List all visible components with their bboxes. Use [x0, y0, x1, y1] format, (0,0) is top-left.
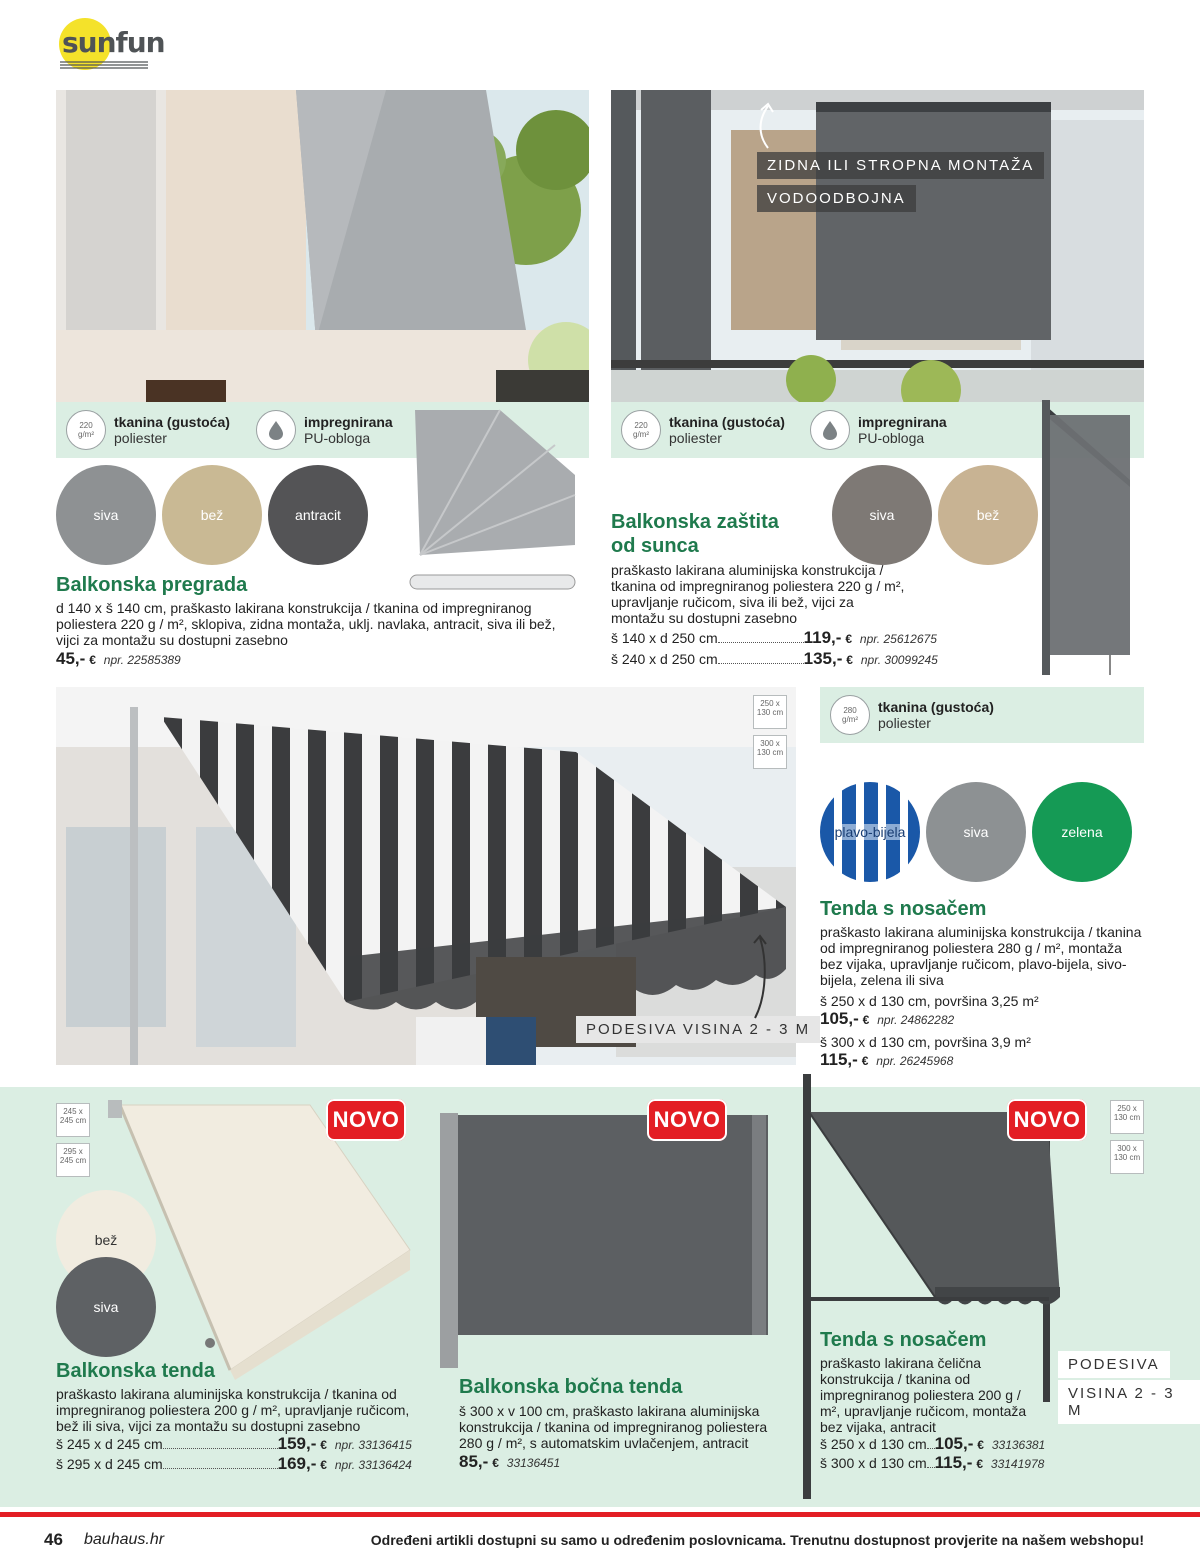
product-title-pregrada: Balkonska pregrada [56, 574, 248, 596]
feature-fabric-value: poliester [878, 715, 931, 731]
footer-availability-note: Određeni artikli dostupni su samo u određenim poslovnicama. Trenutnu dostupnost provjerite na našem webshopu! [370, 1532, 1144, 1548]
price-line-pregrada [56, 650, 181, 669]
currency: € [976, 1457, 984, 1471]
feature-impregnated-title: impregnirana [858, 414, 947, 430]
price-line-balkonska-tenda-1 [56, 1435, 412, 1454]
sunfun-logo [56, 16, 165, 74]
water-drop-icon [256, 410, 296, 450]
partition-product-image [405, 405, 585, 595]
feature-impregnated [810, 410, 947, 450]
size-line-tenda1-2: š 300 x d 130 cm, površina 3,9 m² [820, 1034, 1031, 1050]
swatch-antracit[interactable]: antracit [268, 465, 368, 565]
size: š 295 x d 245 cm [56, 1456, 163, 1472]
swatch-siva[interactable]: siva [926, 782, 1026, 882]
price: 115,- [934, 1453, 973, 1472]
currency: € [320, 1458, 327, 1472]
currency: € [977, 1438, 984, 1452]
price: 85,- [459, 1452, 489, 1471]
article-number: 33141978 [990, 1457, 1045, 1471]
price-line-zastita-2 [611, 650, 938, 669]
price: 169,- [277, 1454, 317, 1473]
feature-impregnated-title: impregnirana [304, 414, 393, 430]
product-title-tenda1: Tenda s nosačem [820, 898, 987, 920]
currency: € [845, 632, 853, 646]
title-line1: Balkonska zaštita [611, 511, 779, 533]
product-title-bocna-tenda: Balkonska bočna tenda [459, 1376, 683, 1398]
feature-fabric-title: tkanina (gustoća) [669, 414, 785, 430]
swatch-bez[interactable]: bež [938, 465, 1038, 565]
feature-fabric [66, 410, 230, 450]
price: 135,- [803, 649, 843, 668]
feature-fabric [621, 410, 785, 450]
tag-wall-ceiling-mount: ZIDNA ILI STROPNA MONTAŽA [757, 152, 1044, 179]
footer-red-rule [0, 1512, 1200, 1517]
article-number: 33136381 [991, 1438, 1046, 1452]
side-awning-product-image [432, 1105, 772, 1370]
feature-impregnated [256, 410, 393, 450]
price: 115,- [820, 1050, 858, 1069]
currency: € [846, 653, 853, 667]
product-title-tenda2: Tenda s nosačem [820, 1329, 987, 1351]
swatch-bez[interactable]: bež [56, 1190, 156, 1290]
swatch-zelena[interactable]: zelena [1032, 782, 1132, 882]
product-desc-zastita: praškasto lakirana aluminijska konstrukcija / tkanina od impregniranog poliestera 220 g / m², upravljanje ručicom, siva ili bež, vijci za montažu su dostupni zasebno [611, 562, 905, 626]
swatch-siva[interactable]: siva [56, 465, 156, 565]
article-number: npr. 26245968 [876, 1054, 954, 1068]
article-number: npr. 33136415 [334, 1438, 412, 1452]
size: š 140 x d 250 cm [611, 630, 718, 646]
article-number: npr. 33136424 [334, 1458, 412, 1472]
sunscreen-product-image [1030, 395, 1135, 680]
fabric-density-icon: 220 g/m² [621, 410, 661, 450]
tag-adjustable-height: PODESIVA VISINA 2 - 3 M [576, 1016, 820, 1043]
feature-fabric-title: tkanina (gustoća) [878, 699, 994, 715]
tag-adjustable-height-line1: PODESIVA [1058, 1351, 1170, 1378]
price-line-balkonska-tenda-2 [56, 1455, 412, 1474]
swatch-siva[interactable]: siva [832, 465, 932, 565]
product-desc-bocna-tenda: š 300 x v 100 cm, praškasto lakirana aluminijska konstrukcija / tkanina od impregniranog poliestera 280 g / m², s automatskim uvlačenjem, antracit [459, 1403, 768, 1451]
feature-fabric-value: poliester [669, 430, 722, 446]
article-number: npr. 24862282 [877, 1013, 955, 1027]
size: š 240 x d 250 cm [611, 651, 718, 667]
photo-striped-awning [56, 687, 796, 1065]
currency: € [862, 1013, 870, 1027]
novo-badge: NOVO [326, 1099, 406, 1141]
water-drop-icon [810, 410, 850, 450]
currency: € [861, 1054, 869, 1068]
footer-site-link[interactable]: bauhaus.hr [84, 1531, 165, 1548]
product-desc-pregrada: d 140 x š 140 cm, praškasto lakirana konstrukcija / tkanina od impregniranog poliestera 220 g / m², sklopiva, zidna montaža, uklj. navlaka, antracit, siva ili bež, vijci za montažu su dostupni zasebno [56, 600, 556, 648]
product-title-balkonska-tenda: Balkonska tenda [56, 1360, 215, 1382]
title-line2: od sunca [611, 535, 699, 557]
price-line-tenda2-2 [820, 1454, 1044, 1473]
size: š 300 x d 130 cm [820, 1455, 927, 1471]
product-desc-tenda1: praškasto lakirana aluminijska konstrukcija / tkanina od impregniranog poliestera 280 g / m², montaža bez vijaka, upravljanje ručicom, plavo-bijela, sivo-bijela, zelena ili siva [820, 924, 1142, 988]
price: 159,- [277, 1434, 317, 1453]
swatch-bez[interactable]: bež [162, 465, 262, 565]
novo-badge: NOVO [647, 1099, 727, 1141]
article-number: npr. 30099245 [860, 653, 938, 667]
price: 105,- [820, 1009, 859, 1028]
size-line-tenda1-1: š 250 x d 130 cm, površina 3,25 m² [820, 993, 1039, 1009]
feature-fabric-value: poliester [114, 430, 167, 446]
product-desc-balkonska-tenda: praškasto lakirana aluminijska konstrukcija / tkanina od impregniranog poliestera 200 g / m², upravljanje ručicom, bež ili siva, vijci za montažu su dostupni zasebno [56, 1386, 410, 1434]
size-badge-245: 245 x 245 cm [56, 1103, 90, 1137]
logo-text: sunfun [62, 26, 165, 59]
swatch-siva[interactable]: siva [56, 1257, 156, 1357]
article-number: npr. 25612675 [859, 632, 937, 646]
price-line-tenda2-1 [820, 1435, 1045, 1454]
size-badge-300: 300 x 130 cm [1110, 1140, 1144, 1174]
currency: € [89, 653, 96, 667]
product-title-zastita [611, 510, 779, 558]
size-badge-250: 250 x 130 cm [753, 695, 787, 729]
size: š 245 x d 245 cm [56, 1436, 163, 1452]
price: 105,- [934, 1434, 974, 1453]
currency: € [320, 1438, 327, 1452]
article-number: npr. 22585389 [103, 653, 181, 667]
fabric-density-icon: 280 g/m² [830, 695, 870, 735]
photo-balcony-partition [56, 90, 589, 402]
size-badge-300: 300 x 130 cm [753, 735, 787, 769]
price-line-tenda1-1 [820, 1010, 954, 1029]
feature-impregnated-value: PU-obloga [304, 430, 371, 446]
page-number: 46 [44, 1530, 63, 1549]
currency: € [492, 1456, 499, 1470]
price: 45,- [56, 649, 86, 668]
price: 119,- [803, 628, 842, 647]
feature-fabric [830, 695, 994, 735]
price-line-zastita-1 [611, 629, 937, 648]
tag-water-repellent: VODOODBOJNA [757, 185, 916, 212]
feature-impregnated-value: PU-obloga [858, 430, 925, 446]
swatch-plavo-bijela[interactable]: plavo-bijela [820, 782, 920, 882]
arrow-icon [735, 930, 775, 1020]
product-desc-tenda2: praškasto lakirana čelična konstrukcija / tkanina od impregniranog poliestera 200 g / m², upravljanje ručicom, montaža bez vijaka, antracit [820, 1355, 1027, 1435]
fabric-density-icon: 220 g/m² [66, 410, 106, 450]
size-badge-250: 250 x 130 cm [1110, 1100, 1144, 1134]
feature-fabric-title: tkanina (gustoća) [114, 414, 230, 430]
article-number: 33136451 [506, 1456, 561, 1470]
price-line-bocna-tenda [459, 1453, 560, 1472]
novo-badge: NOVO [1007, 1099, 1087, 1141]
arrow-up-icon [756, 100, 786, 150]
size-badge-295: 295 x 245 cm [56, 1143, 90, 1177]
photo-balcony-sunscreen [611, 90, 1144, 402]
size: š 250 x d 130 cm [820, 1436, 927, 1452]
price-line-tenda1-2 [820, 1051, 953, 1070]
tag-adjustable-height-line2: VISINA 2 - 3 M [1058, 1380, 1200, 1424]
